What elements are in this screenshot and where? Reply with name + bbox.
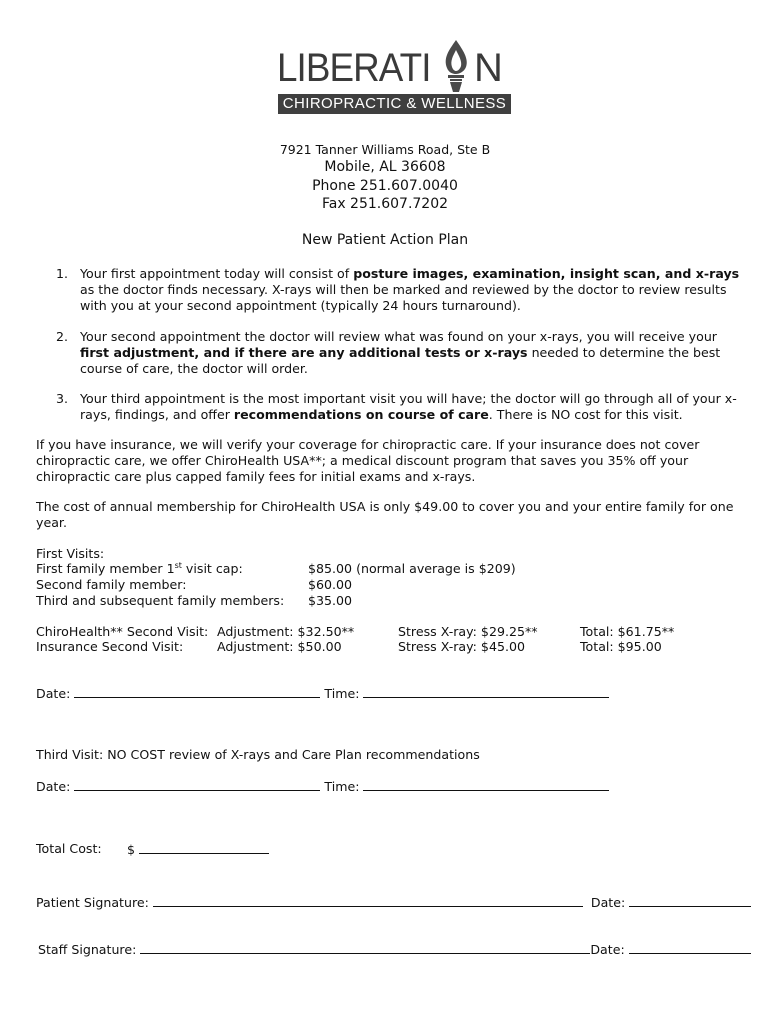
time-field[interactable]	[363, 778, 609, 791]
patient-signature-label: Patient Signature:	[36, 895, 149, 910]
logo-wordmark-end: N	[474, 46, 503, 90]
date-label: Date:	[36, 779, 71, 794]
fee-label: Third and subsequent family members:	[36, 593, 285, 608]
torch-flame-icon	[439, 38, 473, 94]
fee-value: $35.00	[308, 593, 353, 608]
patient-signature-row	[36, 894, 751, 911]
date-time-row	[36, 778, 609, 795]
item-bold-text: first adjustment, and if there are any additional tests or x-rays	[80, 345, 528, 360]
item-text: needed to determine the best course of care, the doctor will order.	[80, 345, 721, 376]
address-fax: Fax 251.607.7202	[321, 196, 449, 212]
time-field[interactable]	[363, 685, 609, 698]
xray-fee: Stress X-ray: $29.25**	[398, 624, 538, 639]
adjustment-fee: Adjustment: $32.50**	[217, 624, 355, 639]
item-text: . There is NO cost for this visit.	[488, 407, 683, 422]
staff-signature-row	[38, 941, 751, 958]
currency-symbol: $	[127, 842, 136, 857]
adjustment-fee: Adjustment: $50.00	[217, 639, 342, 654]
visit-total: Total: $95.00	[580, 639, 662, 654]
logo-subtitle: CHIROPRACTIC & WELLNESS	[278, 94, 511, 114]
fee-label: Second family member:	[36, 577, 187, 592]
date-field[interactable]	[74, 685, 320, 698]
membership-paragraph: The cost of annual membership for ChiroHealth USA is only $49.00 to cover you and your entire family for one year.	[36, 499, 734, 530]
first-visits-heading: First Visits:	[36, 546, 105, 561]
date-field[interactable]	[74, 778, 320, 791]
visit-total: Total: $61.75**	[580, 624, 675, 639]
date-label: Date:	[590, 895, 626, 910]
second-visit-label: ChiroHealth** Second Visit:	[36, 624, 209, 639]
xray-fee: Stress X-ray: $45.00	[398, 639, 525, 654]
total-cost-row	[127, 841, 269, 858]
total-cost-label: Total Cost:	[36, 841, 102, 856]
fee-value: $85.00 (normal average is $209)	[308, 561, 516, 576]
item-bold-text: recommendations on course of care	[233, 407, 489, 422]
item-text: as the doctor finds necessary. X-rays will then be marked and reviewed by the doctor to review results with you at your second appointment (typically 24 hours turnaround).	[80, 282, 727, 313]
logo-wordmark: LIBERATI	[277, 46, 431, 90]
total-cost-field[interactable]	[139, 841, 269, 854]
time-label: Time:	[324, 779, 360, 794]
item-text: Your first appointment today will consist of	[80, 266, 354, 281]
staff-signature-label: Staff Signature:	[38, 942, 137, 957]
list-item	[58, 391, 750, 423]
item-text: Your second appointment the doctor will review what was found on your x-rays, you will receive your	[80, 329, 717, 344]
staff-signature-date-field[interactable]	[629, 941, 751, 954]
item-text: Your third appointment is the most important visit you will have; the doctor will go through all of your x-rays, findings, and offer	[80, 391, 737, 422]
item-number: 2.	[56, 329, 69, 344]
address-city: Mobile, AL 36608	[324, 159, 446, 175]
time-label: Time:	[324, 686, 360, 701]
date-label: Date:	[590, 942, 625, 957]
date-label: Date:	[36, 686, 71, 701]
address-street: 7921 Tanner Williams Road, Ste B	[279, 142, 491, 157]
list-item	[58, 329, 750, 377]
third-visit-text: Third Visit: NO COST review of X-rays and Care Plan recommendations	[36, 747, 480, 762]
insurance-paragraph: If you have insurance, we will verify your coverage for chiropractic care. If your insurance does not cover chiropractic care, we offer ChiroHealth USA**; a medical discount program that saves you 35% off your chiropractic care plus capped family fees for initial exams and x-rays.	[36, 437, 700, 484]
fee-value: $60.00	[308, 577, 353, 592]
item-bold-text: posture images, examination, insight scan, and x-rays	[353, 266, 740, 281]
clinic-logo	[277, 38, 513, 116]
fee-label: First family member 1st visit cap:	[36, 560, 243, 576]
patient-signature-date-field[interactable]	[629, 894, 751, 907]
staff-signature-field[interactable]	[140, 941, 590, 954]
date-time-row	[36, 685, 609, 702]
second-visit-label: Insurance Second Visit:	[36, 639, 184, 654]
page-title: New Patient Action Plan	[301, 232, 469, 248]
list-item	[58, 266, 750, 314]
address-phone: Phone 251.607.0040	[312, 178, 458, 194]
item-number: 1.	[56, 266, 69, 281]
item-number: 3.	[56, 391, 69, 406]
patient-signature-field[interactable]	[153, 894, 583, 907]
